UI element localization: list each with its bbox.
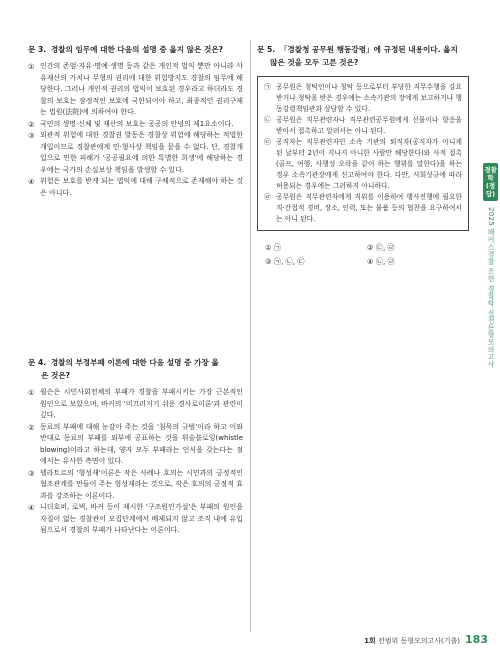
question-5-stem <box>257 44 469 56</box>
statement-text: 공무원은 직무관련자에게 직위를 이용하여 행사진행에 필요한 직·간접적 경비, 장소, 인력, 또는 물품 등의 협찬을 요구하여서는 아니 된다. <box>276 193 462 223</box>
option-number: ① <box>28 388 35 397</box>
question-5-text-line2: 않은 것을 모두 고른 것은? <box>270 58 359 67</box>
question-4-options <box>28 387 243 537</box>
option-number: ① <box>28 62 35 71</box>
question-4 <box>28 357 243 537</box>
statement-text: 공무원은 청탁인이나 청탁 등으로부터 부당한 직무수행을 강요받거나 청탁을 받은 경우에는 소속기관의 장에게 보고하거나 행동강령책임관과 상담할 수 있다. <box>276 83 462 113</box>
question-3 <box>28 44 243 199</box>
option-1[interactable] <box>28 387 243 422</box>
question-4-stem <box>28 357 243 369</box>
question-3-options <box>28 61 243 199</box>
option-text: 동료의 부패에 대해 눈감아 주는 것을 '침묵의 규범'이라 하고 이와 반대로 동료의 부패를 외부에 공표하는 것을 휘슬블로잉(whistle blowing)이라고 하는데, 양자 모두 부패라는 인식을 갖는다는 점에서는 유사한 측면이 있다. <box>40 422 243 465</box>
question-4-text-line1: 경찰의 부정부패 이론에 대한 다음 설명 중 가장 옳 <box>50 358 219 367</box>
footer-label-bold: 1회 <box>364 637 376 645</box>
statement-marker: ㉡ <box>264 116 271 124</box>
question-3-stem <box>28 44 243 56</box>
question-3-text: 경찰의 임무에 대한 다음의 설명 중 옳지 않은 것은? <box>50 45 224 54</box>
option-4[interactable] <box>28 176 243 199</box>
option-3[interactable] <box>28 130 243 176</box>
answer-number: ② <box>367 243 374 252</box>
option-4[interactable] <box>28 502 243 537</box>
option-3[interactable] <box>28 468 243 503</box>
question-3-number: 문 3. <box>28 45 47 54</box>
footer-label <box>364 636 460 646</box>
option-text: 국민의 생명·신체 및 재산의 보호는 공공의 안녕의 제1요소이다. <box>40 119 234 128</box>
option-number: ② <box>28 422 35 432</box>
answer-3[interactable] <box>265 256 367 268</box>
page-number: 183 <box>465 633 488 646</box>
statement-item <box>264 137 462 192</box>
option-text: 위험은 보호를 받게 되는 법익에 대해 구체적으로 존재해야 하는 것은 아니다. <box>40 177 243 197</box>
answer-number: ④ <box>367 257 374 266</box>
option-text: 윌슨은 시민사회전체의 부패가 경찰을 부패시키는 가장 근본적인 원인으로 보았으며, 바커의 '미끄러지기 쉬운 경사로이론'과 관련이 깊다. <box>40 388 243 419</box>
statement-marker: ㉢ <box>264 138 271 146</box>
statement-item <box>264 82 462 115</box>
answer-2[interactable] <box>367 242 469 254</box>
question-4-number: 문 4. <box>28 358 47 367</box>
question-5-text-line1: 「경찰청 공무원 행동강령」에 규정된 내용이다. 옳지 <box>279 45 458 54</box>
option-number: ③ <box>28 131 35 140</box>
option-number: ④ <box>28 177 35 186</box>
page-footer <box>0 629 500 653</box>
statement-item <box>264 192 462 225</box>
column-divider <box>250 40 251 632</box>
option-2[interactable] <box>28 119 243 131</box>
footer-label-rest: 전범위 동형모의고사(기출) <box>375 637 460 645</box>
answer-number: ③ <box>265 257 272 266</box>
statement-text: 공직자는 직무관련자인 소속 기관의 퇴직자(공직자가 아니게 된 날부터 2년이 지나지 아니한 사람만 해당한다)와 사적 접촉(골프, 여행, 사행성 오락을 같이 하는 행위를 말한다)을 하는 경우 소속기관장에게 신고하여야 한다. 다만, 사회상규에 따라 허용되는 경우에는 그러하지 아니하다. <box>276 138 462 190</box>
option-number: ② <box>28 119 35 129</box>
option-text: 인간의 존엄·자유·명예·생명 등과 같은 개인적 법익 뿐만 아니라 사유재산의 가치나 무형의 권리에 대한 위험방지도 경찰의 임무에 해당한다. 그러나 개인적 권리의 법익이 보호된 경우라고 하더라도 경찰의 보호는 잠정적인 보호에 국한되어야 하고, 최종적인 권리구제는 법원(法院)에 의하여야 한다. <box>40 62 243 116</box>
side-tab-badge: 경찰학(정답) <box>483 163 498 201</box>
option-text: 외관적 위험에 대한 경찰권 발동은 경찰상 위험에 해당하는 적법한 개입이므로 경찰관에게 민·형사상 책임을 묻을 수 없다. 단, 경찰개입으로 인한 피해가 '공공필요에 의한 특별한 희생'에 해당하는 경우에는 국가의 손실보상 책임을 발생할 수 있다. <box>40 131 243 174</box>
option-1[interactable] <box>28 61 243 119</box>
statement-text: 공무원은 직무관련자나 직무관련공무원에게 선물이나 향응을 받아서 접촉하고 알려서는 아니 된다. <box>276 116 462 135</box>
answer-text: ㉠ <box>273 243 281 252</box>
answer-choices <box>257 242 469 268</box>
question-5-number: 문 5. <box>257 45 276 54</box>
answer-4[interactable] <box>367 256 469 268</box>
option-number: ④ <box>28 503 35 512</box>
option-number: ③ <box>28 468 35 478</box>
answer-text: ㉠, ㉡, ㉢ <box>273 257 305 266</box>
answer-1[interactable] <box>265 242 367 254</box>
statement-marker: ㉠ <box>264 83 271 91</box>
option-text: 델라트르의 '형성재'이론은 작은 사례나 호의는 시민과의 긍정적인 협조관계를 만들어 주는 형성재라는 것으로, 작은 호의의 긍정적 효과를 강조하는 이론이다. <box>40 468 243 500</box>
question-4-text-line2: 은 것은? <box>41 371 71 380</box>
option-2[interactable] <box>28 422 243 468</box>
side-tab <box>483 163 498 368</box>
statement-item <box>264 115 462 137</box>
answer-number: ① <box>265 243 272 252</box>
question-5 <box>257 44 469 268</box>
statement-marker: ㉣ <box>264 193 271 201</box>
answer-text: ㉡, ㉣ <box>375 257 395 266</box>
statement-box <box>257 76 469 231</box>
option-text: 니더호퍼, 로벅, 바커 등이 제시한 '구조원인가설'은 부패의 원인을 자질이 없는 경찰관이 모집단계에서 배제되지 않고 조직 내에 유입됨으로서 경찰의 부패가 나타난다는 이론이다. <box>40 503 243 534</box>
side-tab-vertical-text: 2025 해커스경찰 조현 경찰학 실전동형모의고사 <box>487 207 495 368</box>
answer-text: ㉢, ㉣ <box>375 243 395 252</box>
